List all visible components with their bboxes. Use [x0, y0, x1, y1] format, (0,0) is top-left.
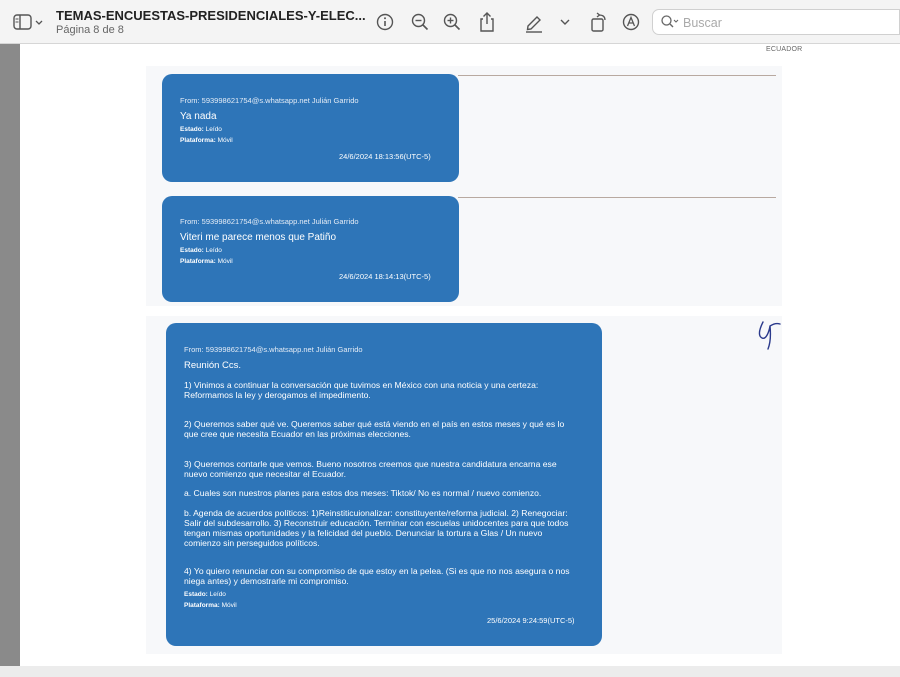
annotate-button[interactable] [620, 11, 642, 33]
platform-label: Plataforma: [184, 602, 220, 609]
message-sender: From: 593998621754@s.whatsapp.net Julián Garrido [180, 96, 359, 105]
rotate-button[interactable] [588, 10, 610, 34]
separator-line [458, 75, 776, 76]
document-title: TEMAS-ENCUESTAS-PRESIDENCIALES-Y-ELEC... [56, 8, 366, 23]
markup-button[interactable] [523, 10, 545, 34]
handwritten-signature [755, 318, 783, 352]
message-paragraph: 3) Queremos contarle que vemos. Bueno nosotros creemos que nuestra candidatura encarna ese nuevo comienzo que necesitar el Ecuador. [184, 459, 557, 479]
chevron-down-icon [559, 17, 571, 27]
search-field[interactable] [652, 9, 900, 35]
message-paragraph: 4) Yo quiero renunciar con su compromiso de que estoy en la pelea. (Si es que no nos asegura o nos niega antes) y demostrarle mi compromiso. [184, 566, 570, 586]
message-bubble [162, 74, 459, 182]
page-indicator: Página 8 de 8 [56, 24, 124, 36]
status-value: Leído [205, 126, 222, 133]
message-paragraph: 1) Vinimos a continuar la conversación que tuvimos en México con una noticia y una certeza: Reformamos la ley y derogamos el impedimento. [184, 380, 539, 400]
message-timestamp: 24/6/2024 18:14:13(UTC-5) [339, 272, 431, 281]
zoom-out-button[interactable] [409, 11, 431, 33]
status-label: Estado: [184, 591, 208, 598]
sidebar-gutter [0, 44, 20, 677]
message-platform [184, 602, 237, 609]
message-status [180, 247, 222, 254]
platform-label: Plataforma: [180, 137, 216, 144]
search-placeholder: Buscar [683, 16, 722, 30]
share-button[interactable] [476, 10, 498, 34]
markup-options-button[interactable] [557, 14, 573, 30]
message-timestamp: 25/6/2024 9:24:59(UTC-5) [487, 616, 575, 625]
annotate-icon [621, 12, 641, 32]
message-text: Viteri me parece menos que Patiño [180, 232, 337, 243]
message-platform [180, 137, 233, 144]
status-label: Estado: [180, 247, 204, 254]
message-sender: From: 593998621754@s.whatsapp.net Julián Garrido [180, 217, 359, 226]
info-button[interactable] [374, 11, 396, 33]
message-intro: Reunión Ccs. [184, 360, 242, 371]
zoom-out-icon [410, 12, 430, 32]
zoom-in-icon [442, 12, 462, 32]
message-paragraph: 2) Queremos saber qué ve. Queremos saber qué está viendo en el país en estos meses y qué es lo que cree que necesita Ecuador en las próximas elecciones. [184, 419, 565, 439]
message-status [180, 126, 222, 133]
search-icon [660, 14, 680, 30]
message-bubble [166, 323, 602, 646]
rotate-icon [589, 11, 609, 33]
platform-value: Móvil [221, 602, 237, 609]
message-text: Ya nada [180, 111, 217, 122]
status-label: Estado: [180, 126, 204, 133]
message-paragraph: a. Cuales son nuestros planes para estos dos meses: Tiktok/ No es normal / nuevo comienzo. [184, 488, 542, 498]
sidebar-toggle-button[interactable] [12, 12, 44, 32]
platform-value: Móvil [217, 258, 233, 265]
platform-value: Móvil [217, 137, 233, 144]
share-icon [477, 11, 497, 33]
page-header-text: ECUADOR [766, 46, 803, 53]
status-value: Leído [209, 591, 226, 598]
message-bubble [162, 196, 459, 302]
markup-pen-icon [524, 11, 544, 33]
platform-label: Plataforma: [180, 258, 216, 265]
page-separator [0, 666, 900, 677]
status-value: Leído [205, 247, 222, 254]
message-timestamp: 24/6/2024 18:13:56(UTC-5) [339, 152, 431, 161]
message-status [184, 591, 226, 598]
sidebar-toggle-icon [12, 13, 44, 31]
separator-line [458, 197, 776, 198]
message-paragraph: b. Agenda de acuerdos políticos: 1)Reinstiticuionalizar: constituyente/reforma judicial. 2) Renegociar: Salir del subdesarrollo. 3) Reconstruir educación. Terminar con escuelas unidocentes para que todos tengan mismas oportunidades y la felicidad del pueblo. Denunciar la tortura a Glas / Un nuevo comienzo sin perseguidos políticos. [184, 508, 569, 548]
toolbar [0, 0, 900, 44]
message-sender: From: 593998621754@s.whatsapp.net Julián Garrido [184, 345, 363, 354]
zoom-in-button[interactable] [441, 11, 463, 33]
message-platform [180, 258, 233, 265]
info-icon [375, 12, 395, 32]
